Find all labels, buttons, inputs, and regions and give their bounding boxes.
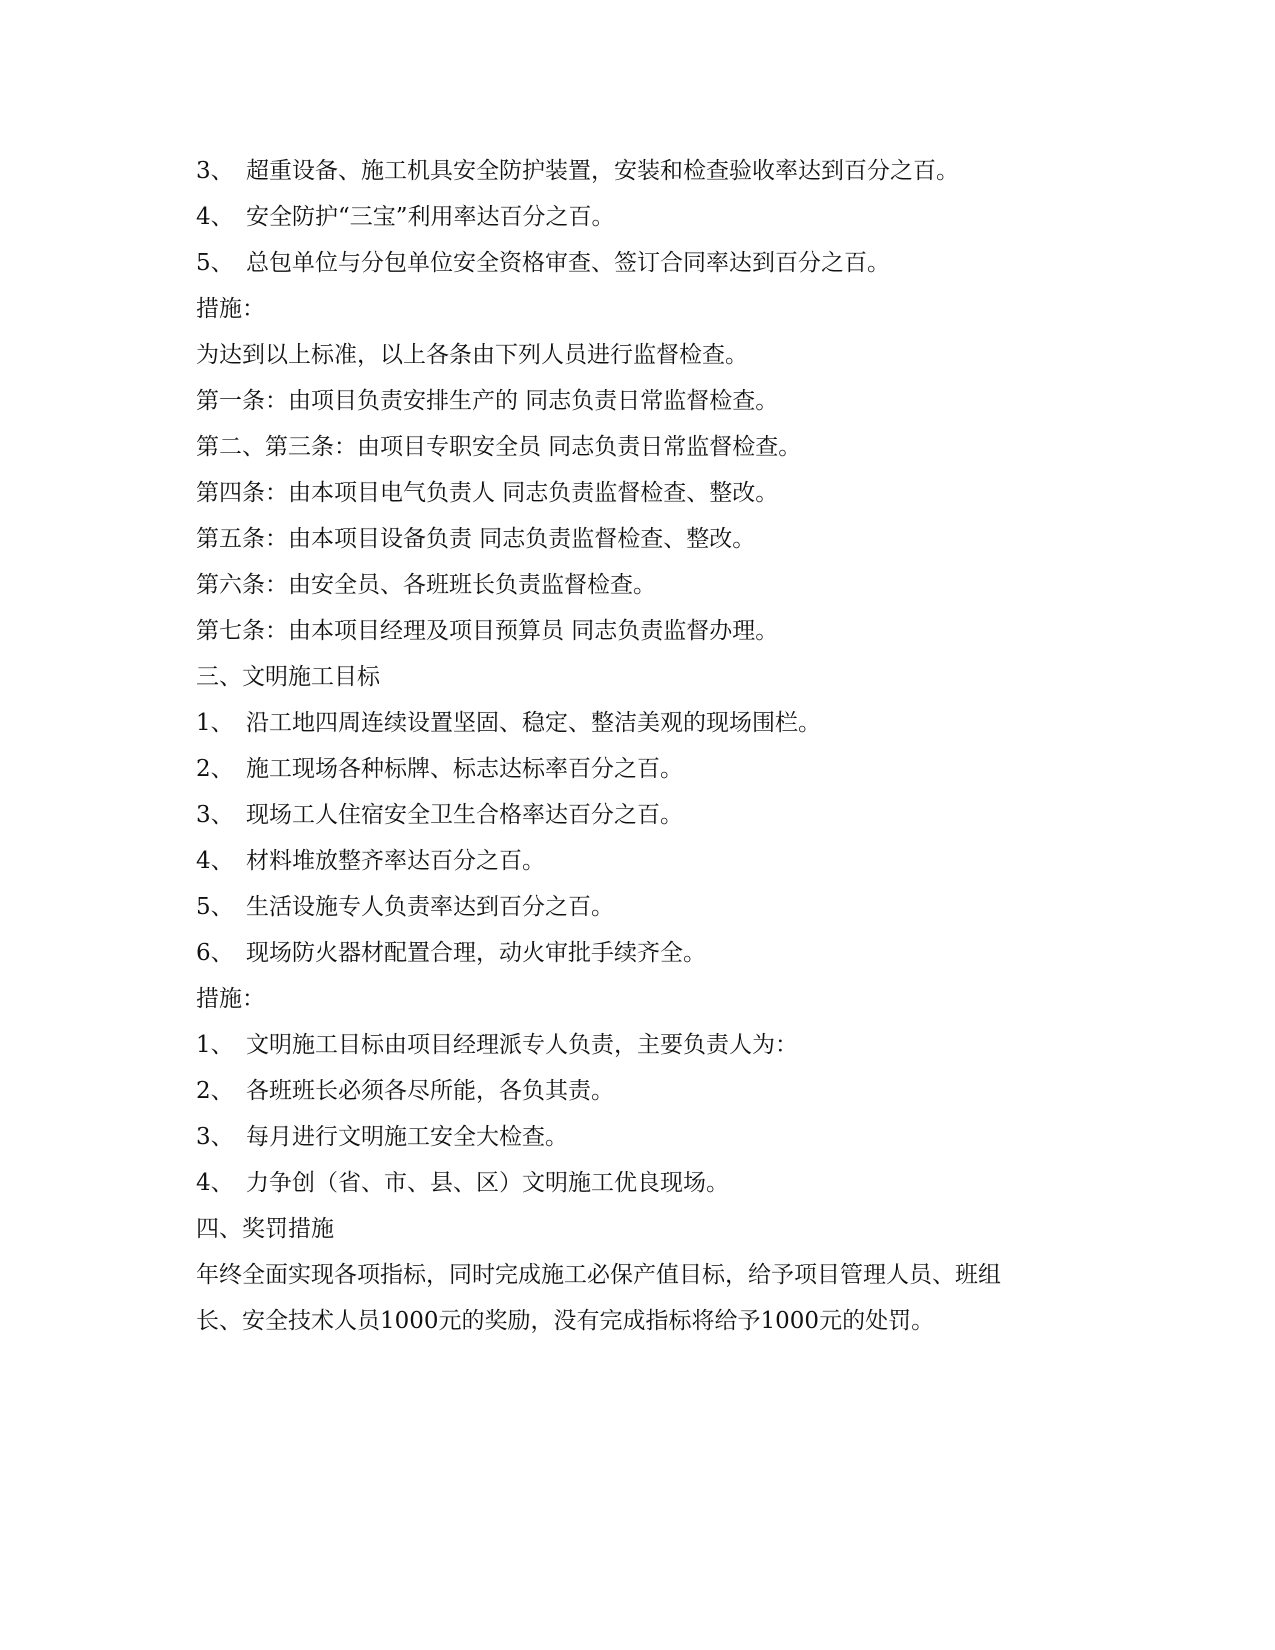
list-item [196, 845, 545, 877]
list-item [196, 937, 706, 969]
clause-line: 第五条：由本项目设备负责 同志负责监督检查、整改。 [196, 526, 756, 552]
item-number: 1、 [196, 1032, 234, 1058]
measures-label: 措施： [196, 296, 265, 322]
section-heading: 三、文明施工目标 [196, 664, 380, 690]
clause-line: 第二、第三条：由项目专职安全员 同志负责日常监督检查。 [196, 434, 802, 460]
item-text: 材料堆放整齐率达百分之百。 [246, 848, 545, 874]
list-item [196, 753, 683, 785]
section-heading: 四、奖罚措施 [196, 1216, 334, 1242]
item-number: 1、 [196, 710, 234, 736]
paragraph-line: 长、安全技术人员1000元的奖励，没有完成指标将给予1000元的处罚。 [196, 1308, 935, 1334]
item-number: 4、 [196, 1170, 234, 1196]
item-number: 4、 [196, 204, 234, 230]
intro-paragraph: 为达到以上标准，以上各条由下列人员进行监督检查。 [196, 342, 748, 368]
item-number: 6、 [196, 940, 234, 966]
item-text: 超重设备、施工机具安全防护装置，安装和检查验收率达到百分之百。 [246, 158, 959, 184]
item-number: 2、 [196, 1078, 234, 1104]
list-item [196, 1121, 568, 1153]
item-number: 3、 [196, 802, 234, 828]
item-text: 力争创（省、市、县、区）文明施工优良现场。 [246, 1170, 729, 1196]
list-item [196, 1167, 729, 1199]
item-number: 3、 [196, 1124, 234, 1150]
list-item [196, 155, 959, 187]
item-number: 5、 [196, 894, 234, 920]
item-text: 文明施工目标由项目经理派专人负责，主要负责人为： [246, 1032, 798, 1058]
paragraph-line: 年终全面实现各项指标，同时完成施工必保产值目标，给予项目管理人员、班组 [196, 1262, 1001, 1288]
item-text: 每月进行文明施工安全大检查。 [246, 1124, 568, 1150]
list-item [196, 247, 890, 279]
item-text: 各班班长必须各尽所能，各负其责。 [246, 1078, 614, 1104]
list-item [196, 891, 614, 923]
item-text: 现场防火器材配置合理，动火审批手续齐全。 [246, 940, 706, 966]
measures-label: 措施： [196, 986, 265, 1012]
item-text: 现场工人住宿安全卫生合格率达百分之百。 [246, 802, 683, 828]
clause-line: 第七条：由本项目经理及项目预算员 同志负责监督办理。 [196, 618, 779, 644]
item-number: 3、 [196, 158, 234, 184]
list-item [196, 799, 683, 831]
list-item [196, 707, 821, 739]
item-number: 5、 [196, 250, 234, 276]
list-item [196, 1075, 614, 1107]
list-item [196, 201, 615, 233]
item-number: 4、 [196, 848, 234, 874]
item-text: 沿工地四周连续设置坚固、稳定、整洁美观的现场围栏。 [246, 710, 821, 736]
item-text: 安全防护“三宝”利用率达百分之百。 [246, 204, 615, 230]
item-text: 施工现场各种标牌、标志达标率百分之百。 [246, 756, 683, 782]
item-text: 总包单位与分包单位安全资格审查、签订合同率达到百分之百。 [246, 250, 890, 276]
clause-line: 第一条：由项目负责安排生产的 同志负责日常监督检查。 [196, 388, 779, 414]
item-text: 生活设施专人负责率达到百分之百。 [246, 894, 614, 920]
list-item [196, 1029, 798, 1061]
item-number: 2、 [196, 756, 234, 782]
clause-line: 第四条：由本项目电气负责人 同志负责监督检查、整改。 [196, 480, 779, 506]
clause-line: 第六条：由安全员、各班班长负责监督检查。 [196, 572, 656, 598]
